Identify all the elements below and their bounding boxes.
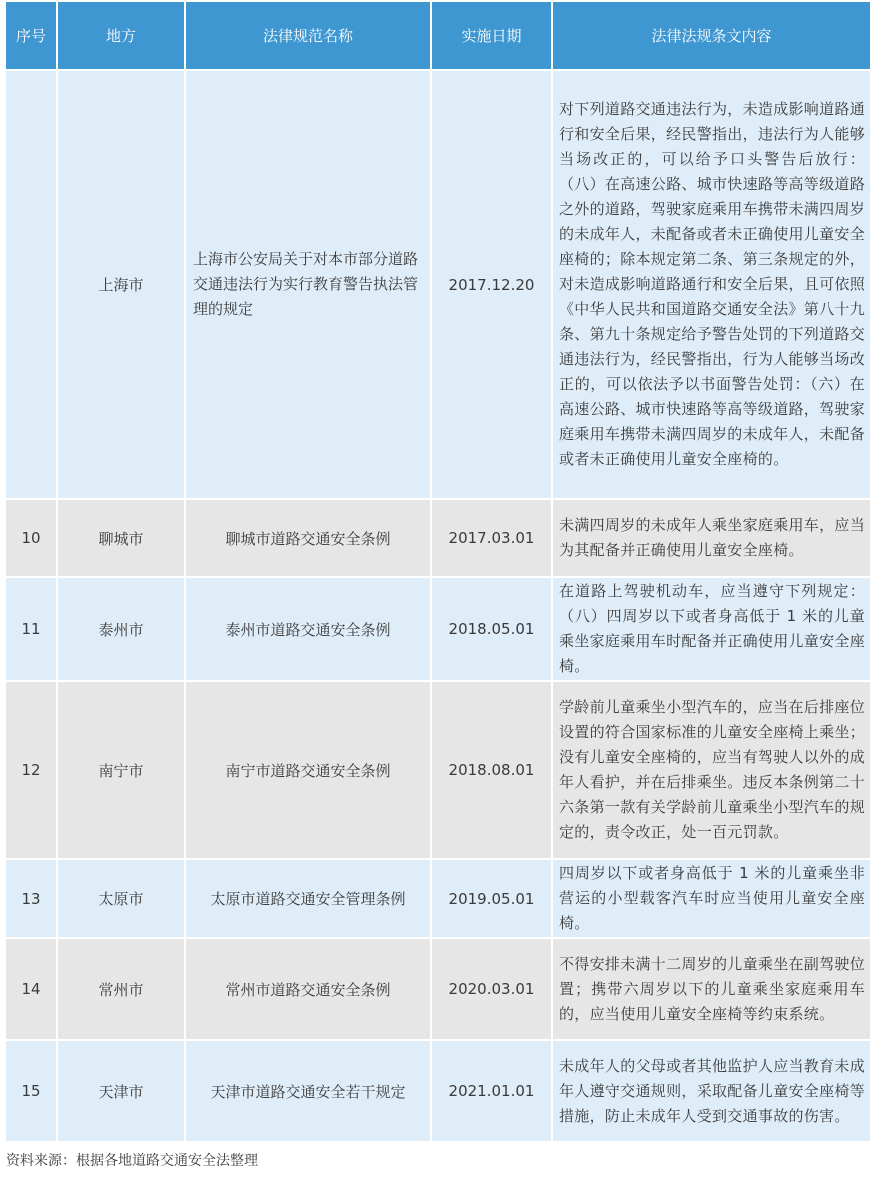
header-place: 地方 xyxy=(58,2,184,69)
row-law-name: 聊城市道路交通安全条例 xyxy=(186,500,430,576)
row-content: 未满四周岁的未成年人乘坐家庭乘用车，应当为其配备并正确使用儿童安全座椅。 xyxy=(553,500,870,576)
row-no: 13 xyxy=(6,860,56,937)
table-row xyxy=(6,71,870,498)
row-law-name: 常州市道路交通安全条例 xyxy=(186,939,430,1039)
laws-table xyxy=(4,0,872,1143)
row-date: 2017.03.01 xyxy=(432,500,551,576)
table-row xyxy=(6,682,870,858)
row-date: 2020.03.01 xyxy=(432,939,551,1039)
row-place: 南宁市 xyxy=(58,682,184,858)
table-row xyxy=(6,860,870,937)
row-no: 10 xyxy=(6,500,56,576)
header-name: 法律规范名称 xyxy=(186,2,430,69)
row-place: 泰州市 xyxy=(58,578,184,680)
source-note: 资料来源：根据各地道路交通安全法整理 xyxy=(6,1153,258,1169)
row-date: 2018.08.01 xyxy=(432,682,551,858)
row-place: 太原市 xyxy=(58,860,184,937)
row-content: 在道路上驾驶机动车，应当遵守下列规定：（八）四周岁以下或者身高低于 1 米的儿童乘坐家庭乘用车时配备并正确使用儿童安全座椅。 xyxy=(553,578,870,680)
row-content: 不得安排未满十二周岁的儿童乘坐在副驾驶位置；携带六周岁以下的儿童乘坐家庭乘用车的，应当使用儿童安全座椅等约束系统。 xyxy=(553,939,870,1039)
row-no xyxy=(6,71,56,498)
row-date: 2018.05.01 xyxy=(432,578,551,680)
table-row xyxy=(6,578,870,680)
table-row xyxy=(6,939,870,1039)
row-law-name: 上海市公安局关于对本市部分道路交通违法行为实行教育警告执法管理的规定 xyxy=(186,71,430,498)
row-place: 常州市 xyxy=(58,939,184,1039)
row-content: 四周岁以下或者身高低于 1 米的儿童乘坐非营运的小型载客汽车时应当使用儿童安全座椅。 xyxy=(553,860,870,937)
row-place: 天津市 xyxy=(58,1041,184,1141)
table-header-row xyxy=(6,2,870,69)
row-no: 15 xyxy=(6,1041,56,1141)
row-content: 未成年人的父母或者其他监护人应当教育未成年人遵守交通规则，采取配备儿童安全座椅等措施，防止未成年人受到交通事故的伤害。 xyxy=(553,1041,870,1141)
row-law-name: 太原市道路交通安全管理条例 xyxy=(186,860,430,937)
row-place: 上海市 xyxy=(58,71,184,498)
header-date: 实施日期 xyxy=(432,2,551,69)
row-law-name: 南宁市道路交通安全条例 xyxy=(186,682,430,858)
row-no: 14 xyxy=(6,939,56,1039)
header-no: 序号 xyxy=(6,2,56,69)
header-content: 法律法规条文内容 xyxy=(553,2,870,69)
row-date: 2019.05.01 xyxy=(432,860,551,937)
row-law-name: 泰州市道路交通安全条例 xyxy=(186,578,430,680)
table-row xyxy=(6,500,870,576)
row-content: 对下列道路交通违法行为，未造成影响道路通行和安全后果，经民警指出，违法行为人能够当场改正的，可以给予口头警告后放行：（八）在高速公路、城市快速路等高等级道路之外的道路，驾驶家庭乘用车携带未满四周岁的未成年人，未配备或者未正确使用儿童安全座椅的；除本规定第二条、第三条规定的外，对未造成影响道路通行和安全后果，且可依照《中华人民共和国道路交通安全法》第八十九条、第九十条规定给予警告处罚的下列道路交通违法行为，经民警指出，行为人能够当场改正的，可以依法予以书面警告处罚：（六）在高速公路、城市快速路等高等级道路，驾驶家庭乘用车携带未满四周岁的未成年人，未配备或者未正确使用儿童安全座椅的。 xyxy=(553,71,870,498)
row-place: 聊城市 xyxy=(58,500,184,576)
row-no: 11 xyxy=(6,578,56,680)
row-content: 学龄前儿童乘坐小型汽车的，应当在后排座位设置的符合国家标准的儿童安全座椅上乘坐；没有儿童安全座椅的，应当有驾驶人以外的成年人看护，并在后排乘坐。违反本条例第二十六条第一款有关学龄前儿童乘坐小型汽车的规定的，责令改正，处一百元罚款。 xyxy=(553,682,870,858)
table-row xyxy=(6,1041,870,1141)
row-date: 2017.12.20 xyxy=(432,71,551,498)
row-law-name: 天津市道路交通安全若干规定 xyxy=(186,1041,430,1141)
row-no: 12 xyxy=(6,682,56,858)
row-date: 2021.01.01 xyxy=(432,1041,551,1141)
